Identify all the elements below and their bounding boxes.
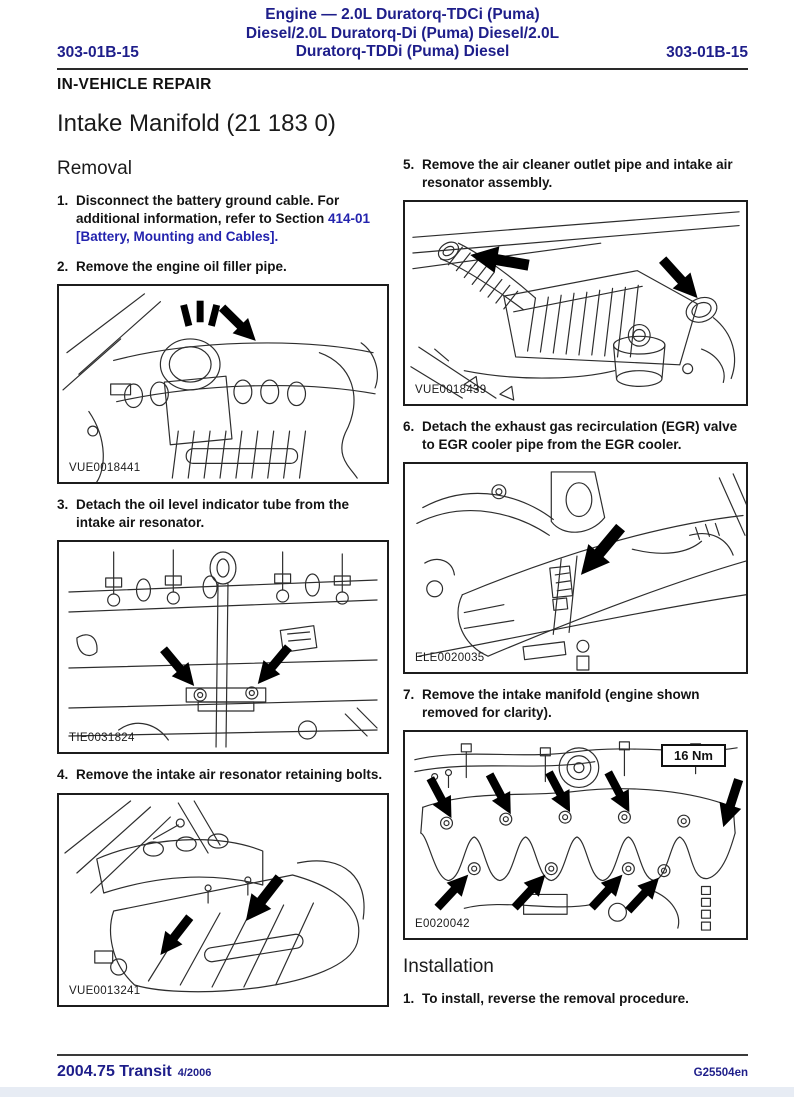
air-cleaner-assembly-illustration — [405, 202, 746, 404]
footer-model: 2004.75 Transit — [57, 1063, 172, 1080]
figure-egr-cooler-pipe — [403, 462, 748, 674]
figure-intake-manifold — [403, 730, 748, 940]
figure-caption: TIE0031824 — [69, 732, 135, 745]
footer-left — [57, 1063, 211, 1081]
figure-caption: VUE0018439 — [415, 384, 487, 397]
intake-air-resonator-illustration — [59, 795, 387, 1005]
step-number: 1. — [403, 991, 415, 1007]
egr-cooler-pipe-illustration — [405, 464, 746, 672]
engine-variant-line-1: Engine — 2.0L Duratorq-TDCi (Puma) — [265, 6, 540, 23]
page-header — [57, 6, 748, 64]
step-text: Detach the exhaust gas recirculation (EGR) valve to EGR cooler pipe from the EGR cooler. — [422, 419, 738, 453]
step-text: Remove the air cleaner outlet pipe and intake air resonator assembly. — [422, 157, 733, 191]
engine-variant-line-3: Duratorq-TDDi (Puma) Diesel — [295, 43, 510, 61]
callout-arrow — [421, 774, 460, 824]
footer-doc-code: G25504en — [693, 1067, 748, 1079]
engine-variant-title — [57, 6, 748, 62]
figure-caption: VUE0018441 — [69, 462, 141, 475]
figure-oil-level-indicator-tube — [57, 540, 389, 754]
left-column — [57, 150, 389, 1009]
step-number: 7. — [403, 687, 415, 703]
footer-date: 4/2006 — [177, 1067, 212, 1079]
installation-step-1 — [403, 990, 748, 1008]
figure-air-cleaner-assembly — [403, 200, 748, 406]
page-edge-strip — [0, 1087, 794, 1097]
callout-arrow — [155, 643, 202, 694]
installation-heading: Installation — [403, 956, 494, 978]
step-text-pre: Disconnect the battery ground cable. For additional information, refer to Section — [76, 193, 340, 227]
section-reference-link[interactable]: 414-01 [Battery, Mounting and Cables]. — [76, 211, 371, 245]
callout-arrow — [249, 641, 296, 692]
page-title: Intake Manifold (21 183 0) — [57, 110, 336, 137]
step-text — [76, 192, 389, 246]
oil-level-indicator-tube-illustration — [59, 542, 387, 752]
figure-caption: ELE0020035 — [415, 652, 485, 665]
section-code-left: 303-01B-15 — [57, 44, 139, 61]
step-number: 4. — [57, 767, 69, 783]
figure-intake-air-resonator — [57, 793, 389, 1007]
engine-variant-line-2: Diesel/2.0L Duratorq-Di (Puma) Diesel/2.0L — [245, 24, 560, 42]
step-number: 3. — [57, 497, 69, 513]
removal-step-6 — [403, 418, 748, 454]
section-label: IN-VEHICLE REPAIR — [57, 76, 212, 93]
step-text: To install, reverse the removal procedure. — [422, 991, 689, 1007]
step-number: 1. — [57, 193, 69, 208]
section-code-right: 303-01B-15 — [666, 44, 748, 61]
step-text: Remove the intake air resonator retaining bolts. — [76, 767, 383, 783]
content-columns — [57, 150, 748, 1009]
step-number: 5. — [403, 157, 415, 172]
callout-arrow — [599, 768, 638, 818]
removal-step-3 — [57, 496, 389, 532]
torque-spec-label: 16 Nm — [661, 744, 726, 767]
removal-step-2 — [57, 258, 389, 276]
callout-arrow — [214, 300, 263, 349]
figure-caption: E0020042 — [415, 918, 470, 931]
removal-step-4 — [57, 766, 389, 784]
removal-step-1 — [57, 192, 389, 246]
oil-filler-pipe-illustration — [59, 286, 387, 482]
figure-caption: VUE0013241 — [69, 984, 141, 997]
callout-arrow — [507, 868, 553, 915]
page-footer — [57, 1054, 748, 1081]
header-divider — [57, 68, 748, 70]
removal-heading: Removal — [57, 158, 132, 179]
removal-step-5 — [403, 156, 748, 192]
callout-arrow — [584, 868, 630, 915]
step-number: 2. — [57, 259, 69, 275]
callout-arrow — [712, 777, 746, 832]
callout-arrow — [540, 768, 579, 818]
figure-oil-filler-pipe — [57, 284, 389, 484]
callout-arrow — [152, 910, 199, 961]
right-column — [403, 150, 748, 1009]
step-number: 6. — [403, 419, 415, 435]
step-text: Remove the engine oil filler pipe. — [76, 259, 287, 275]
removal-step-7 — [403, 686, 748, 722]
step-text: Detach the oil level indicator tube from the intake air resonator. — [76, 497, 350, 531]
step-text: Remove the intake manifold (engine shown removed for clarity). — [422, 687, 700, 721]
